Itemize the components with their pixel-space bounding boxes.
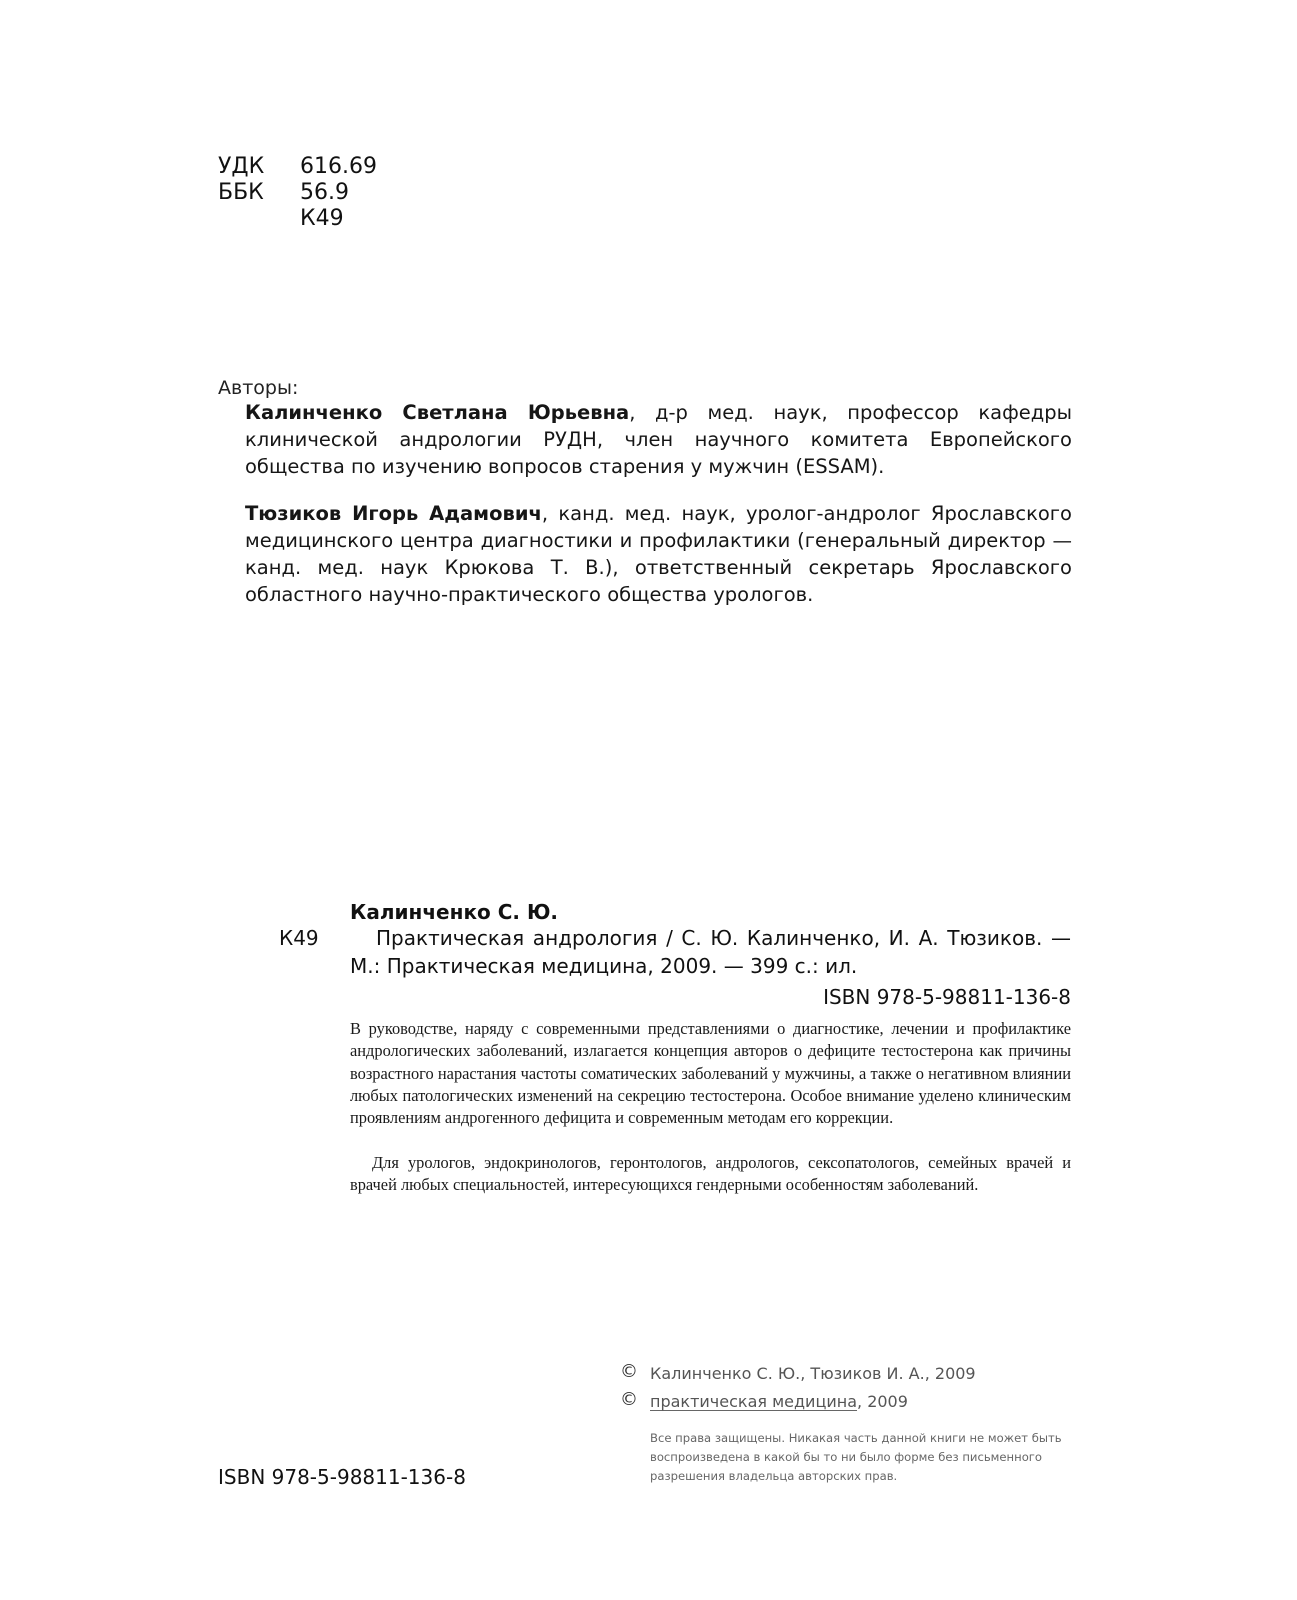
annotation-paragraph-2: Для урологов, эндокринологов, геронтологов, андрологов, сексопатологов, семейных врачей и врачей любых специальностей, интересующихся гендерными особенностям заболеваний.: [350, 1153, 1071, 1195]
copyright-publisher: [650, 1390, 908, 1414]
bbk-label: ББК: [218, 180, 264, 205]
annotation-paragraph-1: В руководстве, наряду с современными представлениями о диагностике, лечении и профилактике андрологических заболеваний, излагается концепция авторов о дефиците тестостерона как причины возрастного нарастания частоты соматических заболеваний у мужчины, а также о негативном влиянии любых патологических изменений на секрецию тестостерона. Особое внимание уделено клиническим проявлениям андрогенного дефицита и современным методам его коррекции.: [350, 1019, 1071, 1128]
author-details-2: , канд. мед. наук, уролог-андролог Ярославского медицинского центра диагностики и профилактики (генеральный директор — канд. мед. наук Крюкова Т. В.), ответственный секретарь Ярославского областного научно-практического общества урологов.: [245, 502, 1072, 606]
udk-label: УДК: [218, 154, 265, 179]
udk-value: 616.69: [300, 154, 377, 179]
author-name-2: Тюзиков Игорь Адамович: [245, 502, 542, 525]
author-name-1: Калинченко Светлана Юрьевна: [245, 401, 630, 424]
bib-isbn: ISBN 978-5-98811-136-8: [823, 985, 1071, 1009]
bib-description: Практическая андрология / С. Ю. Калинченко, И. А. Тюзиков. — М.: Практическая медицина, 2009. — 399 с.: ил.: [350, 926, 1071, 978]
bib-author-heading: Калинченко С. Ю.: [350, 900, 559, 924]
bib-author-mark: К49: [279, 926, 319, 950]
rights-notice: Все права защищены. Никакая часть данной книги не может быть воспроизведена в какой бы то ни было форме без письменного разрешения владельца авторских прав.: [650, 1431, 1062, 1483]
authors-heading: Авторы:: [218, 377, 299, 399]
copyright-symbol-1: ©: [620, 1361, 638, 1382]
publisher-logo: практическая медицина: [650, 1392, 858, 1411]
copyright-publisher-year: , 2009: [857, 1392, 908, 1411]
copyright-authors: Калинченко С. Ю., Тюзиков И. А., 2009: [650, 1364, 976, 1383]
author-entry-2: [245, 500, 1072, 608]
copyright-symbol-2: ©: [620, 1389, 638, 1410]
footer-isbn: ISBN 978-5-98811-136-8: [218, 1465, 466, 1489]
bbk-value: 56.9: [300, 180, 349, 205]
author-entry-1: [245, 399, 1072, 480]
author-mark-value: К49: [300, 206, 344, 231]
author-details-1: , д-р мед. наук, профессор кафедры клинической андрологии РУДН, член научного комитета Европейского общества по изучению вопросов старения у мужчин (ESSAM).: [245, 401, 1072, 478]
